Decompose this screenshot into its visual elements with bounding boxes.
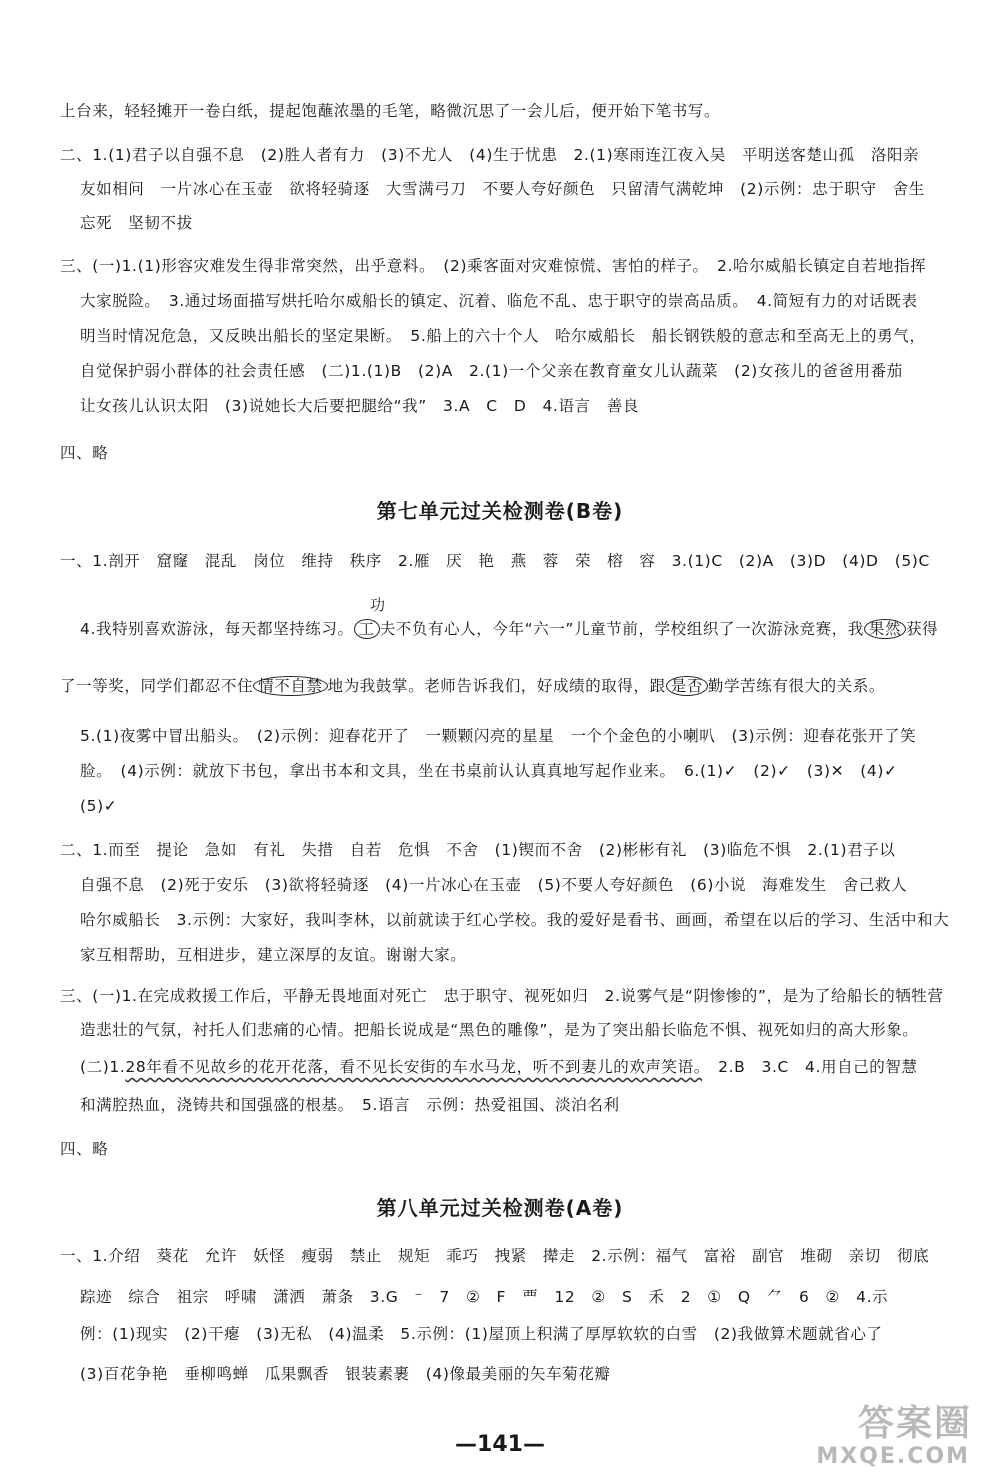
- answer-line-1: 上台来，轻轻摊开一卷白纸，提起饱蘸浓墨的毛笔，略微沉思了一会儿后，便开始下笔书写。: [60, 102, 721, 120]
- u7-line-6: (5)✓: [80, 797, 118, 815]
- answer-line-7: 明当时情况危急，又反映出船长的坚定果断。 5.船上的六十个人 哈尔威船长 船长钢铁般的意志和至高无上的勇气，: [80, 327, 926, 345]
- answer-line-5: 三、(一)1.(1)形容灾难发生得非常突然，出乎意料。 (2)乘客面对灾难惊慌、害怕的样子。 2.哈尔威船长镇定自若地指挥: [60, 257, 927, 275]
- u8-line-4: (3)百花争艳 垂柳鸣蝉 瓜果飘香 银装素裹 (4)像最美丽的矢车菊花瓣: [80, 1365, 611, 1383]
- correction-circle-4: 是否: [666, 676, 708, 696]
- u7-line-10: 家互相帮助，互相进步，建立深厚的友谊。谢谢大家。: [80, 946, 467, 964]
- underlined-answer: 28年看不见故乡的花开花落，看不见长安街的车水马龙，听不到妻儿的欢声笑语。: [125, 1058, 703, 1076]
- u7-line-8: 自强不息 (2)死于安乐 (3)欲将轻骑逐 (4)一片冰心在玉壶 (5)不要人夸好颜色 (6)小说 海难发生 舍己救人: [80, 876, 908, 894]
- answer-line-9: 让女孩儿认识太阳 (3)说她长大后要把腿给“我” 3.A C D 4.语言 善良: [80, 397, 639, 415]
- unit8-title: 第八单元过关检测卷(A卷): [376, 1196, 624, 1220]
- u8-line-3: 例：(1)现实 (2)干瘪 (3)无私 (4)温柔 5.示例：(1)屋顶上积满了厚厚软软的白雪 (2)我做算术题就省心了: [80, 1325, 883, 1343]
- u7-line-13a: (二)1.: [80, 1058, 126, 1076]
- u7-line-7: 二、1.而至 提论 急如 有礼 失措 自若 危惧 不舍 (1)锲而不舍 (2)彬彬有礼 (3)临危不惧 2.(1)君子以: [60, 841, 896, 859]
- u8-line-1: 一、1.介绍 葵花 允许 妖怪 瘦弱 禁止 规矩 乖巧 拽紧 撵走 2.示例：福气 富裕 副官 堆砌 亲切 彻底: [60, 1247, 930, 1265]
- u7-line-15: 四、略: [60, 1140, 109, 1158]
- u7-line-4: 5.(1)夜雾中冒出船头。 (2)示例：迎春花开了 一颗颗闪亮的星星 一个个金色的小喇叭 (3)示例：迎春花张开了笑: [80, 727, 917, 745]
- u7-line-3d: 勤学苦练有很大的关系。: [707, 677, 886, 695]
- u7-line-3: [60, 674, 885, 698]
- answer-line-2: 二、1.(1)君子以自强不息 (2)胜人者有力 (3)不尤人 (4)生于忧患 2.(1)寒雨连江夜入吴 平明送客楚山孤 洛阳亲: [60, 146, 920, 164]
- answer-line-4: 忘死 坚韧不拔: [80, 214, 193, 232]
- correction-circle-1: 工: [354, 619, 380, 639]
- answer-line-3: 友如相问 一片冰心在玉壶 欲将轻骑逐 大雪满弓刀 不要人夸好颜色 只留清气满乾坤 (2)示例：忠于职守 舍生: [80, 180, 925, 198]
- correction-circle-3: 情不自禁: [253, 676, 327, 696]
- u7-line-5: 脸。 (4)示例：就放下书包，拿出书本和文具，坐在书桌前认认真真地写起作业来。 6.(1)✓ (2)✓ (3)✕ (4)✓: [80, 762, 898, 780]
- watermark-text: 答案圈: [857, 1403, 972, 1444]
- u7-line-1: 一、1.剖开 窟窿 混乱 岗位 维持 秩序 2.雁 厌 艳 燕 蓉 荣 榕 容 3.(1)C (2)A (3)D (4)D (5)C: [60, 552, 930, 570]
- u7-line-13b: 2.B 3.C 4.用自己的智慧: [702, 1058, 918, 1076]
- u7-line-13: [80, 1055, 918, 1079]
- answer-line-10: 四、略: [60, 444, 109, 462]
- watermark-url: MXQE.COM: [816, 1444, 970, 1469]
- u7-line-2b: 夫不负有心人，今年“六一”儿童节前，学校组织了一次游泳竞赛，我: [379, 620, 864, 638]
- u7-line-14: 和满腔热血，浇铸共和国强盛的根基。 5.语言 示例：热爱祖国、淡泊名利: [80, 1096, 620, 1114]
- u7-line-2a: 4.我特别喜欢游泳，每天都坚持练习。: [80, 620, 354, 638]
- u7-line-9: 哈尔威船长 3.示例：大家好，我叫李林，以前就读于红心学校。我的爱好是看书、画画，希望在以后的学习、生活中和大: [80, 911, 950, 929]
- u7-line-11: 三、(一)1.在完成救援工作后，平静无畏地面对死亡 忠于职守、视死如归 2.说雾气是“阴惨惨的”，是为了给船长的牺牲营: [60, 987, 944, 1005]
- correction-circle-2: 果然: [864, 619, 906, 639]
- u7-line-2d: 获得: [906, 620, 939, 638]
- u7-line-12: 造悲壮的气氛，衬托人们悲痛的心情。把船长说成是“黑色的雕像”，是为了突出船长临危不惧、视死如归的高大形象。: [80, 1021, 919, 1039]
- u7-line-3b: 地为我鼓掌。老师告诉我们，好成绩的取得，跟: [327, 677, 666, 695]
- unit7-title: 第七单元过关检测卷(B卷): [376, 499, 624, 523]
- page-number: —141—: [455, 1432, 545, 1457]
- answer-line-6: 大家脱险。 3.通过场面描写烘托哈尔威船长的镇定、沉着、临危不乱、忠于职守的崇高品质。 4.简短有力的对话既表: [80, 292, 918, 310]
- u7-line-3a: 了一等奖，同学们都忍不住: [60, 677, 254, 695]
- answer-line-8: 自觉保护弱小群体的社会责任感 (二)1.(1)B (2)A 2.(1)一个父亲在教育童女儿认蔬菜 (2)女孩儿的爸爸用番茄: [80, 362, 903, 380]
- correction-superscript: 功: [370, 596, 386, 614]
- u8-line-2: 踪迹 综合 祖宗 呼啸 潇洒 萧条 3.G ⁻ 7 ② F 覀 12 ② S 禾 2 ① Q ⺈ 6 ② 4.示: [80, 1288, 889, 1306]
- watermark-logo: [812, 1391, 982, 1471]
- u7-line-2: [80, 617, 938, 641]
